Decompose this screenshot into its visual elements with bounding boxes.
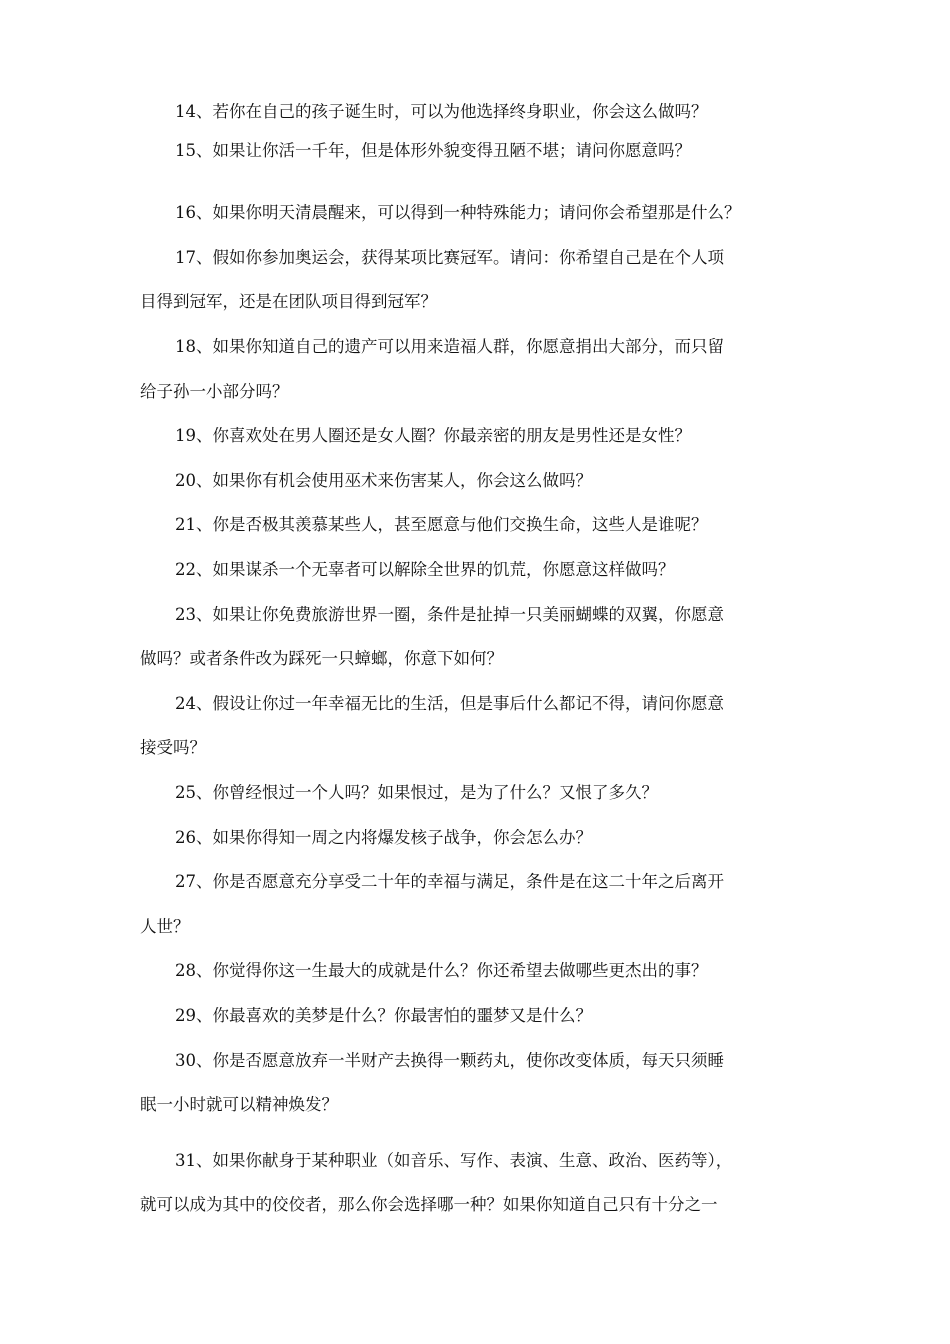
question-24: 24、假设让你过一年幸福无比的生活，但是事后什么都记不得，请问你愿意 — [175, 694, 724, 713]
question-18-continued: 给子孙一小部分吗？ — [140, 382, 289, 401]
question-30: 30、你是否愿意放弃一半财产去换得一颗药丸，使你改变体质，每天只须睡 — [175, 1051, 724, 1070]
question-17-continued: 目得到冠军，还是在团队项目得到冠军？ — [140, 292, 437, 311]
question-30-continued: 眠一小时就可以精神焕发？ — [140, 1095, 338, 1114]
question-19: 19、你喜欢处在男人圈还是女人圈？你最亲密的朋友是男性还是女性？ — [175, 426, 691, 445]
question-23: 23、如果让你免费旅游世界一圈，条件是扯掉一只美丽蝴蝶的双翼，你愿意 — [175, 605, 724, 624]
question-25: 25、你曾经恨过一个人吗？如果恨过，是为了什么？又恨了多久？ — [175, 783, 658, 802]
question-23-continued: 做吗？或者条件改为踩死一只蟑螂，你意下如何？ — [140, 649, 503, 668]
question-29: 29、你最喜欢的美梦是什么？你最害怕的噩梦又是什么？ — [175, 1006, 592, 1025]
question-18: 18、如果你知道自己的遗产可以用来造福人群，你愿意捐出大部分，而只留 — [175, 337, 724, 356]
question-27: 27、你是否愿意充分享受二十年的幸福与满足，条件是在这二十年之后离开 — [175, 872, 724, 891]
question-24-continued: 接受吗？ — [140, 738, 206, 757]
question-17: 17、假如你参加奥运会，获得某项比赛冠军。请问：你希望自己是在个人项 — [175, 248, 724, 267]
question-15: 15、如果让你活一千年，但是体形外貌变得丑陋不堪；请问你愿意吗？ — [175, 141, 691, 160]
question-20: 20、如果你有机会使用巫术来伤害某人，你会这么做吗？ — [175, 471, 592, 490]
question-26: 26、如果你得知一周之内将爆发核子战争，你会怎么办？ — [175, 828, 592, 847]
question-22: 22、如果谋杀一个无辜者可以解除全世界的饥荒，你愿意这样做吗？ — [175, 560, 675, 579]
question-27-continued: 人世？ — [140, 917, 190, 936]
question-14: 14、若你在自己的孩子诞生时，可以为他选择终身职业，你会这么做吗？ — [175, 102, 708, 121]
question-16: 16、如果你明天清晨醒来，可以得到一种特殊能力；请问你会希望那是什么？ — [175, 203, 741, 222]
question-31-continued: 就可以成为其中的佼佼者，那么你会选择哪一种？如果你知道自己只有十分之一 — [140, 1195, 718, 1214]
question-31: 31、如果你献身于某种职业（如音乐、写作、表演、生意、政治、医药等）， — [175, 1151, 733, 1170]
question-28: 28、你觉得你这一生最大的成就是什么？你还希望去做哪些更杰出的事？ — [175, 961, 708, 980]
question-21: 21、你是否极其羡慕某些人，甚至愿意与他们交换生命，这些人是谁呢？ — [175, 515, 708, 534]
